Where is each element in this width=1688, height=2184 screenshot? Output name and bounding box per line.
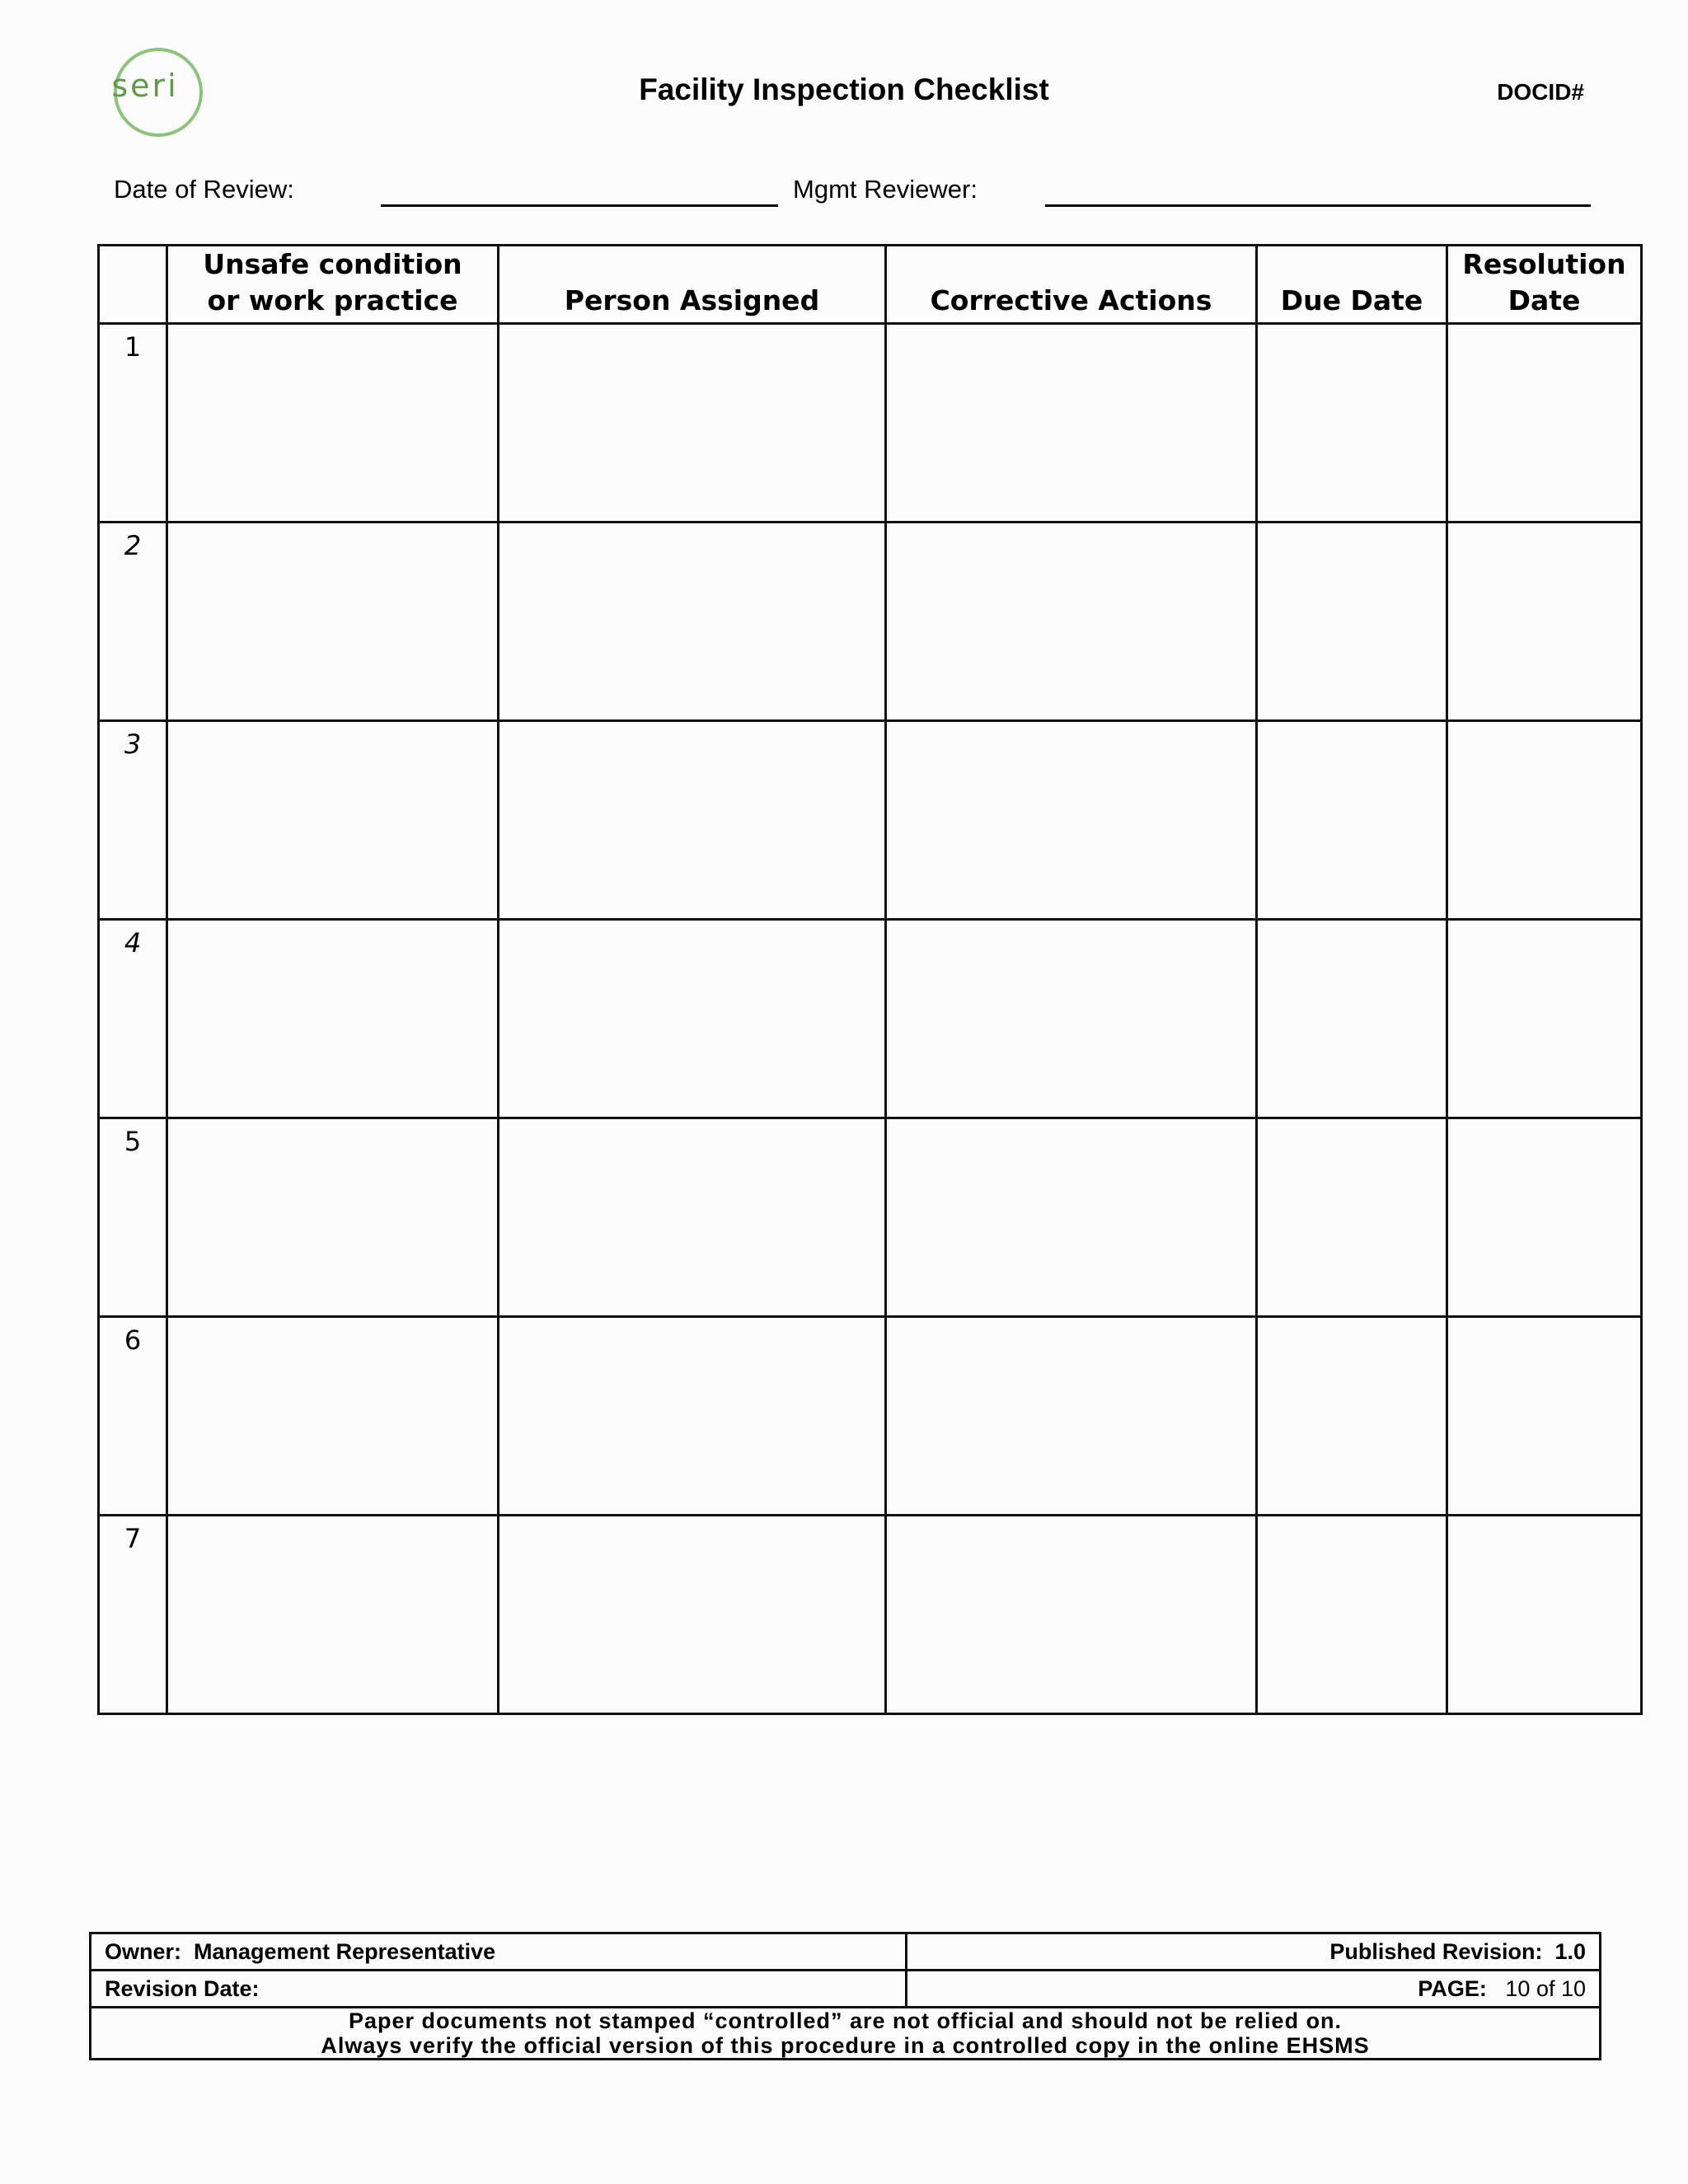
page-title: Facility Inspection Checklist (639, 73, 1049, 106)
controlled-copy-notice (91, 2008, 1601, 2060)
table-header-row (99, 246, 1642, 324)
unsafe-condition-cell[interactable] (167, 1118, 499, 1317)
resolution-date-cell[interactable] (1447, 1516, 1642, 1714)
due-date-cell[interactable] (1257, 721, 1447, 920)
unsafe-condition-cell[interactable] (167, 920, 499, 1118)
resolution-date-cell[interactable] (1447, 721, 1642, 920)
row-number-cell (99, 523, 167, 721)
due-date-cell[interactable] (1257, 920, 1447, 1118)
table-row (99, 920, 1642, 1118)
unsafe-condition-cell[interactable] (167, 324, 499, 523)
mgmt-reviewer-label: Mgmt Reviewer: (793, 175, 978, 204)
page-label: PAGE: (1418, 1975, 1487, 2001)
person-assigned-cell[interactable] (499, 1118, 886, 1317)
mgmt-reviewer-field[interactable] (1045, 204, 1591, 207)
inspection-table (97, 244, 1643, 1715)
row-number-cell (99, 1516, 167, 1714)
row-number: 4 (124, 927, 142, 958)
table-row (99, 1516, 1642, 1714)
header-person-assigned: Person Assigned (499, 246, 886, 324)
row-number: 3 (124, 729, 142, 760)
resolution-date-cell[interactable] (1447, 324, 1642, 523)
document-footer (89, 1932, 1601, 2060)
notice-line-2: Always verify the official version of this procedure in a controlled copy in the online EHSMS (321, 2033, 1370, 2058)
unsafe-condition-cell[interactable] (167, 1317, 499, 1516)
header-due-date: Due Date (1257, 246, 1447, 324)
person-assigned-cell[interactable] (499, 523, 886, 721)
header-corrective-actions: Corrective Actions (886, 246, 1257, 324)
table-row (99, 721, 1642, 920)
person-assigned-cell[interactable] (499, 1516, 886, 1714)
notice-line-1: Paper documents not stamped “controlled” are not official and should not be relied on. (348, 2008, 1343, 2033)
row-number: 5 (124, 1126, 142, 1157)
header-resolution-date: Resolution Date (1447, 246, 1642, 324)
unsafe-condition-cell[interactable] (167, 721, 499, 920)
resolution-date-cell[interactable] (1447, 1317, 1642, 1516)
person-assigned-cell[interactable] (499, 1317, 886, 1516)
corrective-actions-cell[interactable] (886, 324, 1257, 523)
corrective-actions-cell[interactable] (886, 721, 1257, 920)
row-number-cell (99, 1317, 167, 1516)
page-value: 10 of 10 (1505, 1975, 1586, 2001)
corrective-actions-cell[interactable] (886, 1317, 1257, 1516)
row-number-cell (99, 920, 167, 1118)
table-row (99, 324, 1642, 523)
row-number: 7 (124, 1523, 142, 1554)
table-row (99, 523, 1642, 721)
corrective-actions-cell[interactable] (886, 920, 1257, 1118)
unsafe-condition-cell[interactable] (167, 1516, 499, 1714)
row-number-cell (99, 324, 167, 523)
row-number: 1 (124, 331, 142, 363)
owner-label: Owner: (105, 1938, 182, 1964)
corrective-actions-cell[interactable] (886, 523, 1257, 721)
row-number-cell (99, 1118, 167, 1317)
owner-cell (91, 1933, 907, 1971)
corrective-actions-cell[interactable] (886, 1118, 1257, 1317)
published-revision-value: 1.0 (1554, 1938, 1586, 1964)
due-date-cell[interactable] (1257, 523, 1447, 721)
person-assigned-cell[interactable] (499, 324, 886, 523)
row-number-cell (99, 721, 167, 920)
doc-id-label: DOCID# (1497, 79, 1584, 105)
logo-text: seri (111, 68, 179, 104)
resolution-date-cell[interactable] (1447, 523, 1642, 721)
due-date-cell[interactable] (1257, 1317, 1447, 1516)
row-number: 2 (124, 530, 142, 561)
due-date-cell[interactable] (1257, 1118, 1447, 1317)
header-unsafe-condition: Unsafe condition or work practice (167, 246, 499, 324)
due-date-cell[interactable] (1257, 324, 1447, 523)
person-assigned-cell[interactable] (499, 920, 886, 1118)
published-revision-label: Published Revision: (1329, 1938, 1543, 1964)
revision-date-cell (91, 1971, 907, 2008)
person-assigned-cell[interactable] (499, 721, 886, 920)
published-revision-cell (907, 1933, 1601, 1971)
row-number: 6 (124, 1324, 142, 1356)
table-row (99, 1317, 1642, 1516)
page-number-cell (907, 1971, 1601, 2008)
corrective-actions-cell[interactable] (886, 1516, 1257, 1714)
header-number (99, 246, 167, 324)
date-of-review-field[interactable] (381, 204, 778, 207)
revision-date-label: Revision Date: (105, 1975, 260, 2001)
due-date-cell[interactable] (1257, 1516, 1447, 1714)
resolution-date-cell[interactable] (1447, 920, 1642, 1118)
unsafe-condition-cell[interactable] (167, 523, 499, 721)
table-row (99, 1118, 1642, 1317)
owner-value: Management Representative (194, 1938, 496, 1964)
date-of-review-label: Date of Review: (114, 175, 294, 204)
resolution-date-cell[interactable] (1447, 1118, 1642, 1317)
